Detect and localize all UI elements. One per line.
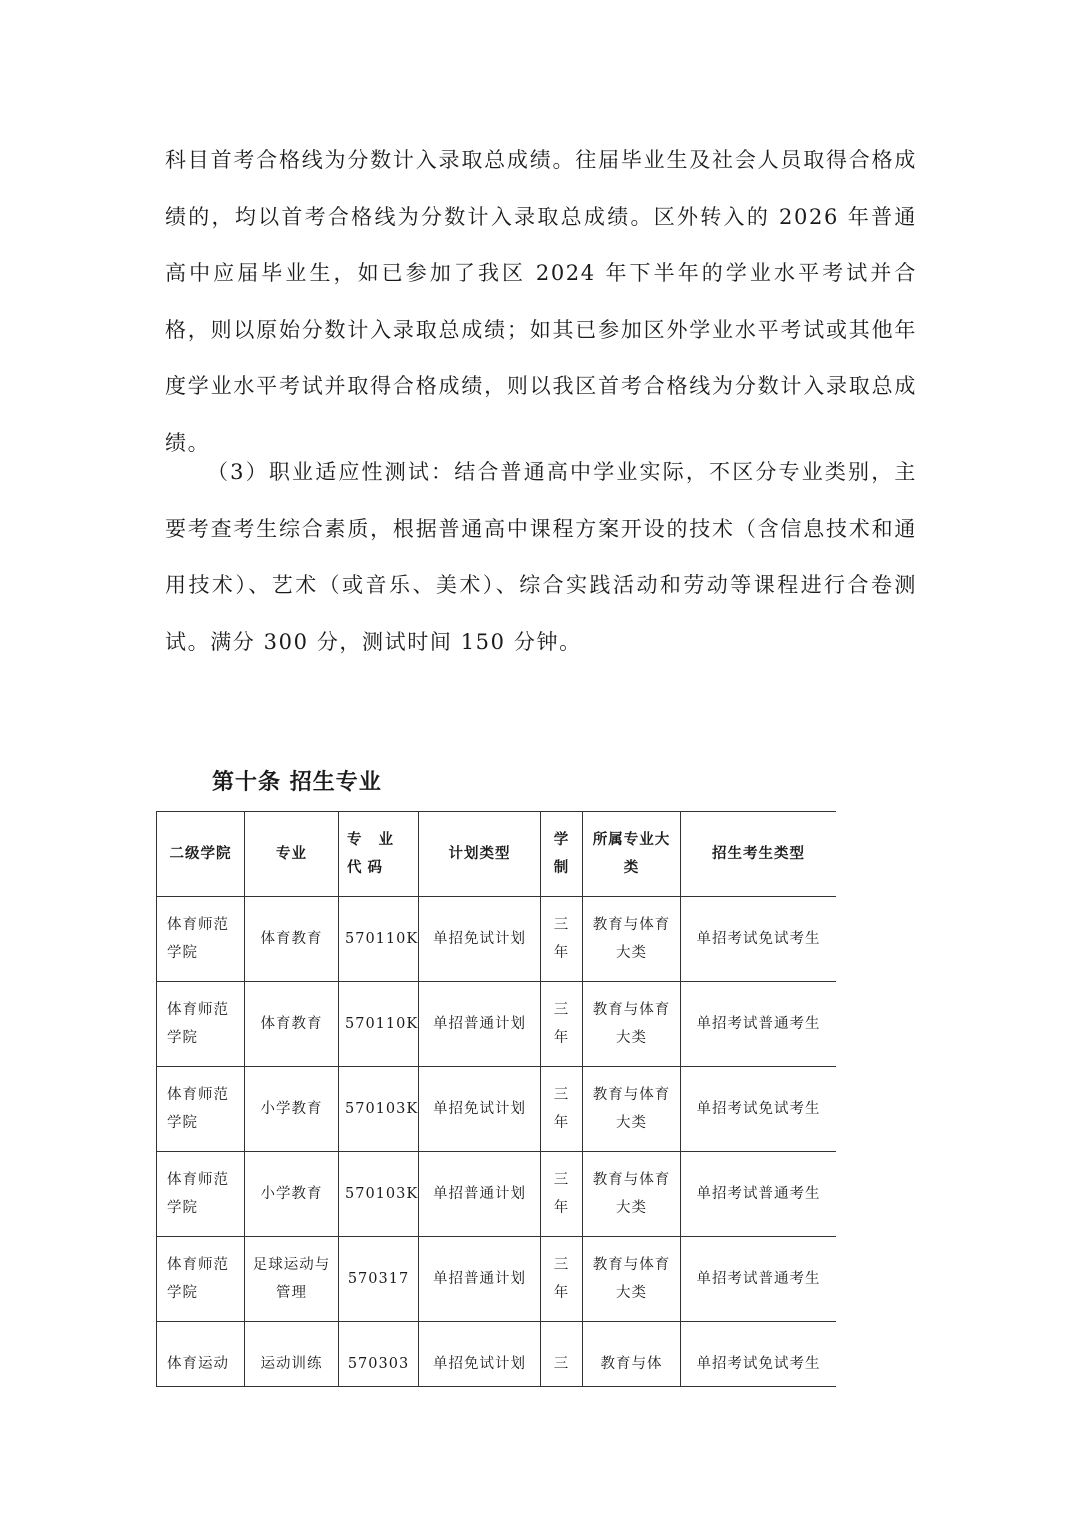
cell-code: 570110K — [339, 897, 419, 982]
cell-student-type: 单招考试普通考生 — [681, 982, 837, 1067]
cell-duration: 三年 — [541, 1067, 583, 1152]
header-code: 专 业 代码 — [339, 812, 419, 897]
paragraph-2: （3）职业适应性测试：结合普通高中学业实际，不区分专业类别，主要考查考生综合素质，根据普通高中课程方案开设的技术（含信息技术和通用技术）、艺术（或音乐、美术）、综合实践活动和劳动等课程进行合卷测试。满分 300 分，测试时间 150 分钟。 — [165, 460, 917, 654]
cell-duration: 三年 — [541, 1152, 583, 1237]
cell-college: 体育运动 — [157, 1322, 245, 1388]
table-row — [157, 1322, 837, 1388]
cell-category: 教育与体育大类 — [583, 897, 681, 982]
header-student-type: 招生考生类型 — [681, 812, 837, 897]
cell-plan-type: 单招普通计划 — [419, 1237, 541, 1322]
majors-table — [156, 811, 836, 1387]
section-title: 招生专业 — [289, 769, 382, 795]
cell-student-type: 单招考试普通考生 — [681, 1152, 837, 1237]
header-college: 二级学院 — [157, 812, 245, 897]
table-header-row — [157, 812, 837, 897]
cell-category: 教育与体育大类 — [583, 1152, 681, 1237]
cell-major: 运动训练 — [245, 1322, 339, 1388]
cell-plan-type: 单招免试计划 — [419, 897, 541, 982]
cell-college: 体育师范学院 — [157, 897, 245, 982]
table-row — [157, 982, 837, 1067]
cell-major: 小学教育 — [245, 1067, 339, 1152]
table-row — [157, 1152, 837, 1237]
cell-student-type: 单招考试免试考生 — [681, 1322, 837, 1388]
cell-category: 教育与体育大类 — [583, 1237, 681, 1322]
cell-college: 体育师范学院 — [157, 1237, 245, 1322]
cell-plan-type: 单招免试计划 — [419, 1322, 541, 1388]
cell-code: 570103K — [339, 1152, 419, 1237]
cell-college: 体育师范学院 — [157, 1067, 245, 1152]
table-row — [157, 897, 837, 982]
cell-duration: 三年 — [541, 982, 583, 1067]
cell-plan-type: 单招普通计划 — [419, 982, 541, 1067]
paragraph-1: 科目首考合格线为分数计入录取总成绩。往届毕业生及社会人员取得合格成绩的，均以首考合格线为分数计入录取总成绩。区外转入的 2026 年普通高中应届毕业生，如已参加了我区 2024 年下半年的学业水平考试并合格，则以原始分数计入录取总成绩；如其已参加区外学业水平考试或其他年度学业水平考试并取得合格成绩，则以我区首考合格线为分数计入录取总成绩。 — [165, 148, 917, 455]
table-row — [157, 1237, 837, 1322]
cell-duration: 三年 — [541, 1237, 583, 1322]
cell-major: 小学教育 — [245, 1152, 339, 1237]
header-duration: 学制 — [541, 812, 583, 897]
cell-plan-type: 单招免试计划 — [419, 1067, 541, 1152]
cell-major: 体育教育 — [245, 982, 339, 1067]
cell-student-type: 单招考试普通考生 — [681, 1237, 837, 1322]
cell-college: 体育师范学院 — [157, 1152, 245, 1237]
majors-table-container — [156, 811, 836, 1387]
cell-plan-type: 单招普通计划 — [419, 1152, 541, 1237]
cell-college: 体育师范学院 — [157, 982, 245, 1067]
cell-code: 570303 — [339, 1322, 419, 1388]
cell-major: 足球运动与管理 — [245, 1237, 339, 1322]
header-plan-type: 计划类型 — [419, 812, 541, 897]
cell-category: 教育与体 — [583, 1322, 681, 1388]
section-heading — [212, 766, 382, 798]
table-row — [157, 1067, 837, 1152]
cell-duration: 三年 — [541, 897, 583, 982]
cell-category: 教育与体育大类 — [583, 1067, 681, 1152]
cell-student-type: 单招考试免试考生 — [681, 897, 837, 982]
cell-code: 570110K — [339, 982, 419, 1067]
header-category: 所属专业大类 — [583, 812, 681, 897]
section-number: 第十条 — [212, 769, 282, 795]
cell-category: 教育与体育大类 — [583, 982, 681, 1067]
cell-student-type: 单招考试免试考生 — [681, 1067, 837, 1152]
cell-major: 体育教育 — [245, 897, 339, 982]
cell-code: 570103K — [339, 1067, 419, 1152]
cell-duration: 三 — [541, 1322, 583, 1388]
cell-code: 570317 — [339, 1237, 419, 1322]
header-major: 专业 — [245, 812, 339, 897]
